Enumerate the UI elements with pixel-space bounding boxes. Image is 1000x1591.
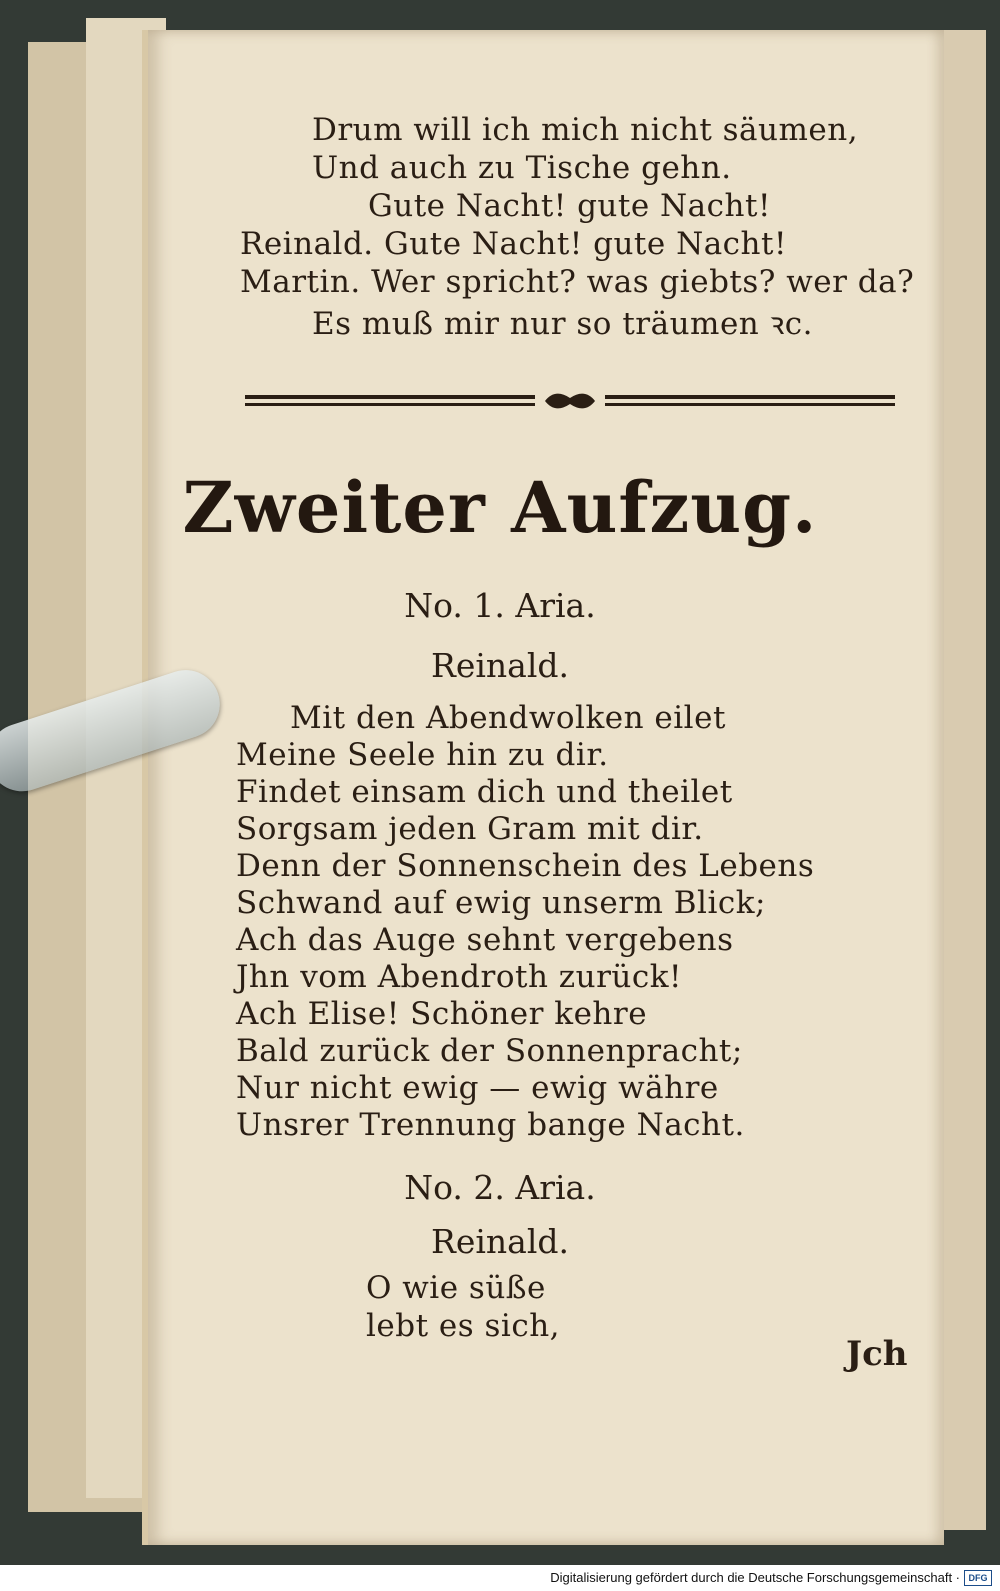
aria-number: No. 2. Aria.: [404, 1168, 596, 1207]
verse-line: Drum will ich mich nicht säumen,: [312, 112, 859, 148]
aria-line: Nur nicht ewig — ewig währe: [236, 1070, 719, 1106]
catchword: Jch: [846, 1334, 908, 1374]
ornamental-rule: [245, 386, 895, 416]
aria-line: Mit den Abendwolken eilet: [290, 700, 726, 736]
verse-line: Martin. Wer spricht? was giebts? wer da?: [240, 264, 915, 300]
act-title: Zweiter Aufzug.: [182, 466, 818, 549]
aria-line: Ach Elise! Schöner kehre: [236, 996, 648, 1032]
aria-line: Meine Seele hin zu dir.: [236, 737, 609, 773]
aria-line: Denn der Sonnenschein des Lebens: [236, 848, 815, 884]
verse-line: Reinald. Gute Nacht! gute Nacht!: [240, 226, 787, 262]
verse-line: Und auch zu Tische gehn.: [312, 150, 732, 186]
aria-line: Findet einsam dich und theilet: [236, 774, 733, 810]
dfg-logo-icon: DFG: [964, 1570, 992, 1586]
aria-line: O wie süße: [366, 1270, 546, 1306]
aria-line: lebt es sich,: [366, 1308, 561, 1344]
footer-text: Digitalisierung gefördert durch die Deutsche Forschungsgemeinschaft ·: [550, 1570, 960, 1585]
aria-number: No. 1. Aria.: [404, 586, 596, 625]
aria-line: Sorgsam jeden Gram mit dir.: [236, 811, 704, 847]
aria-line: Schwand auf ewig unserm Blick;: [236, 885, 766, 921]
aria-line: Bald zurück der Sonnenpracht;: [236, 1033, 743, 1069]
verse-line: Gute Nacht! gute Nacht!: [368, 188, 771, 224]
aria-line: Unsrer Trennung bange Nacht.: [236, 1107, 745, 1143]
speaker-name: Reinald.: [430, 646, 570, 685]
verse-line: Es muß mir nur so träumen ꝛc.: [312, 306, 814, 342]
aria-line: Ach das Auge sehnt vergebens: [236, 922, 734, 958]
speaker-name: Reinald.: [430, 1222, 570, 1261]
footer-credit: [0, 1565, 1000, 1591]
aria-line: Jhn vom Abendroth zurück!: [236, 959, 682, 995]
